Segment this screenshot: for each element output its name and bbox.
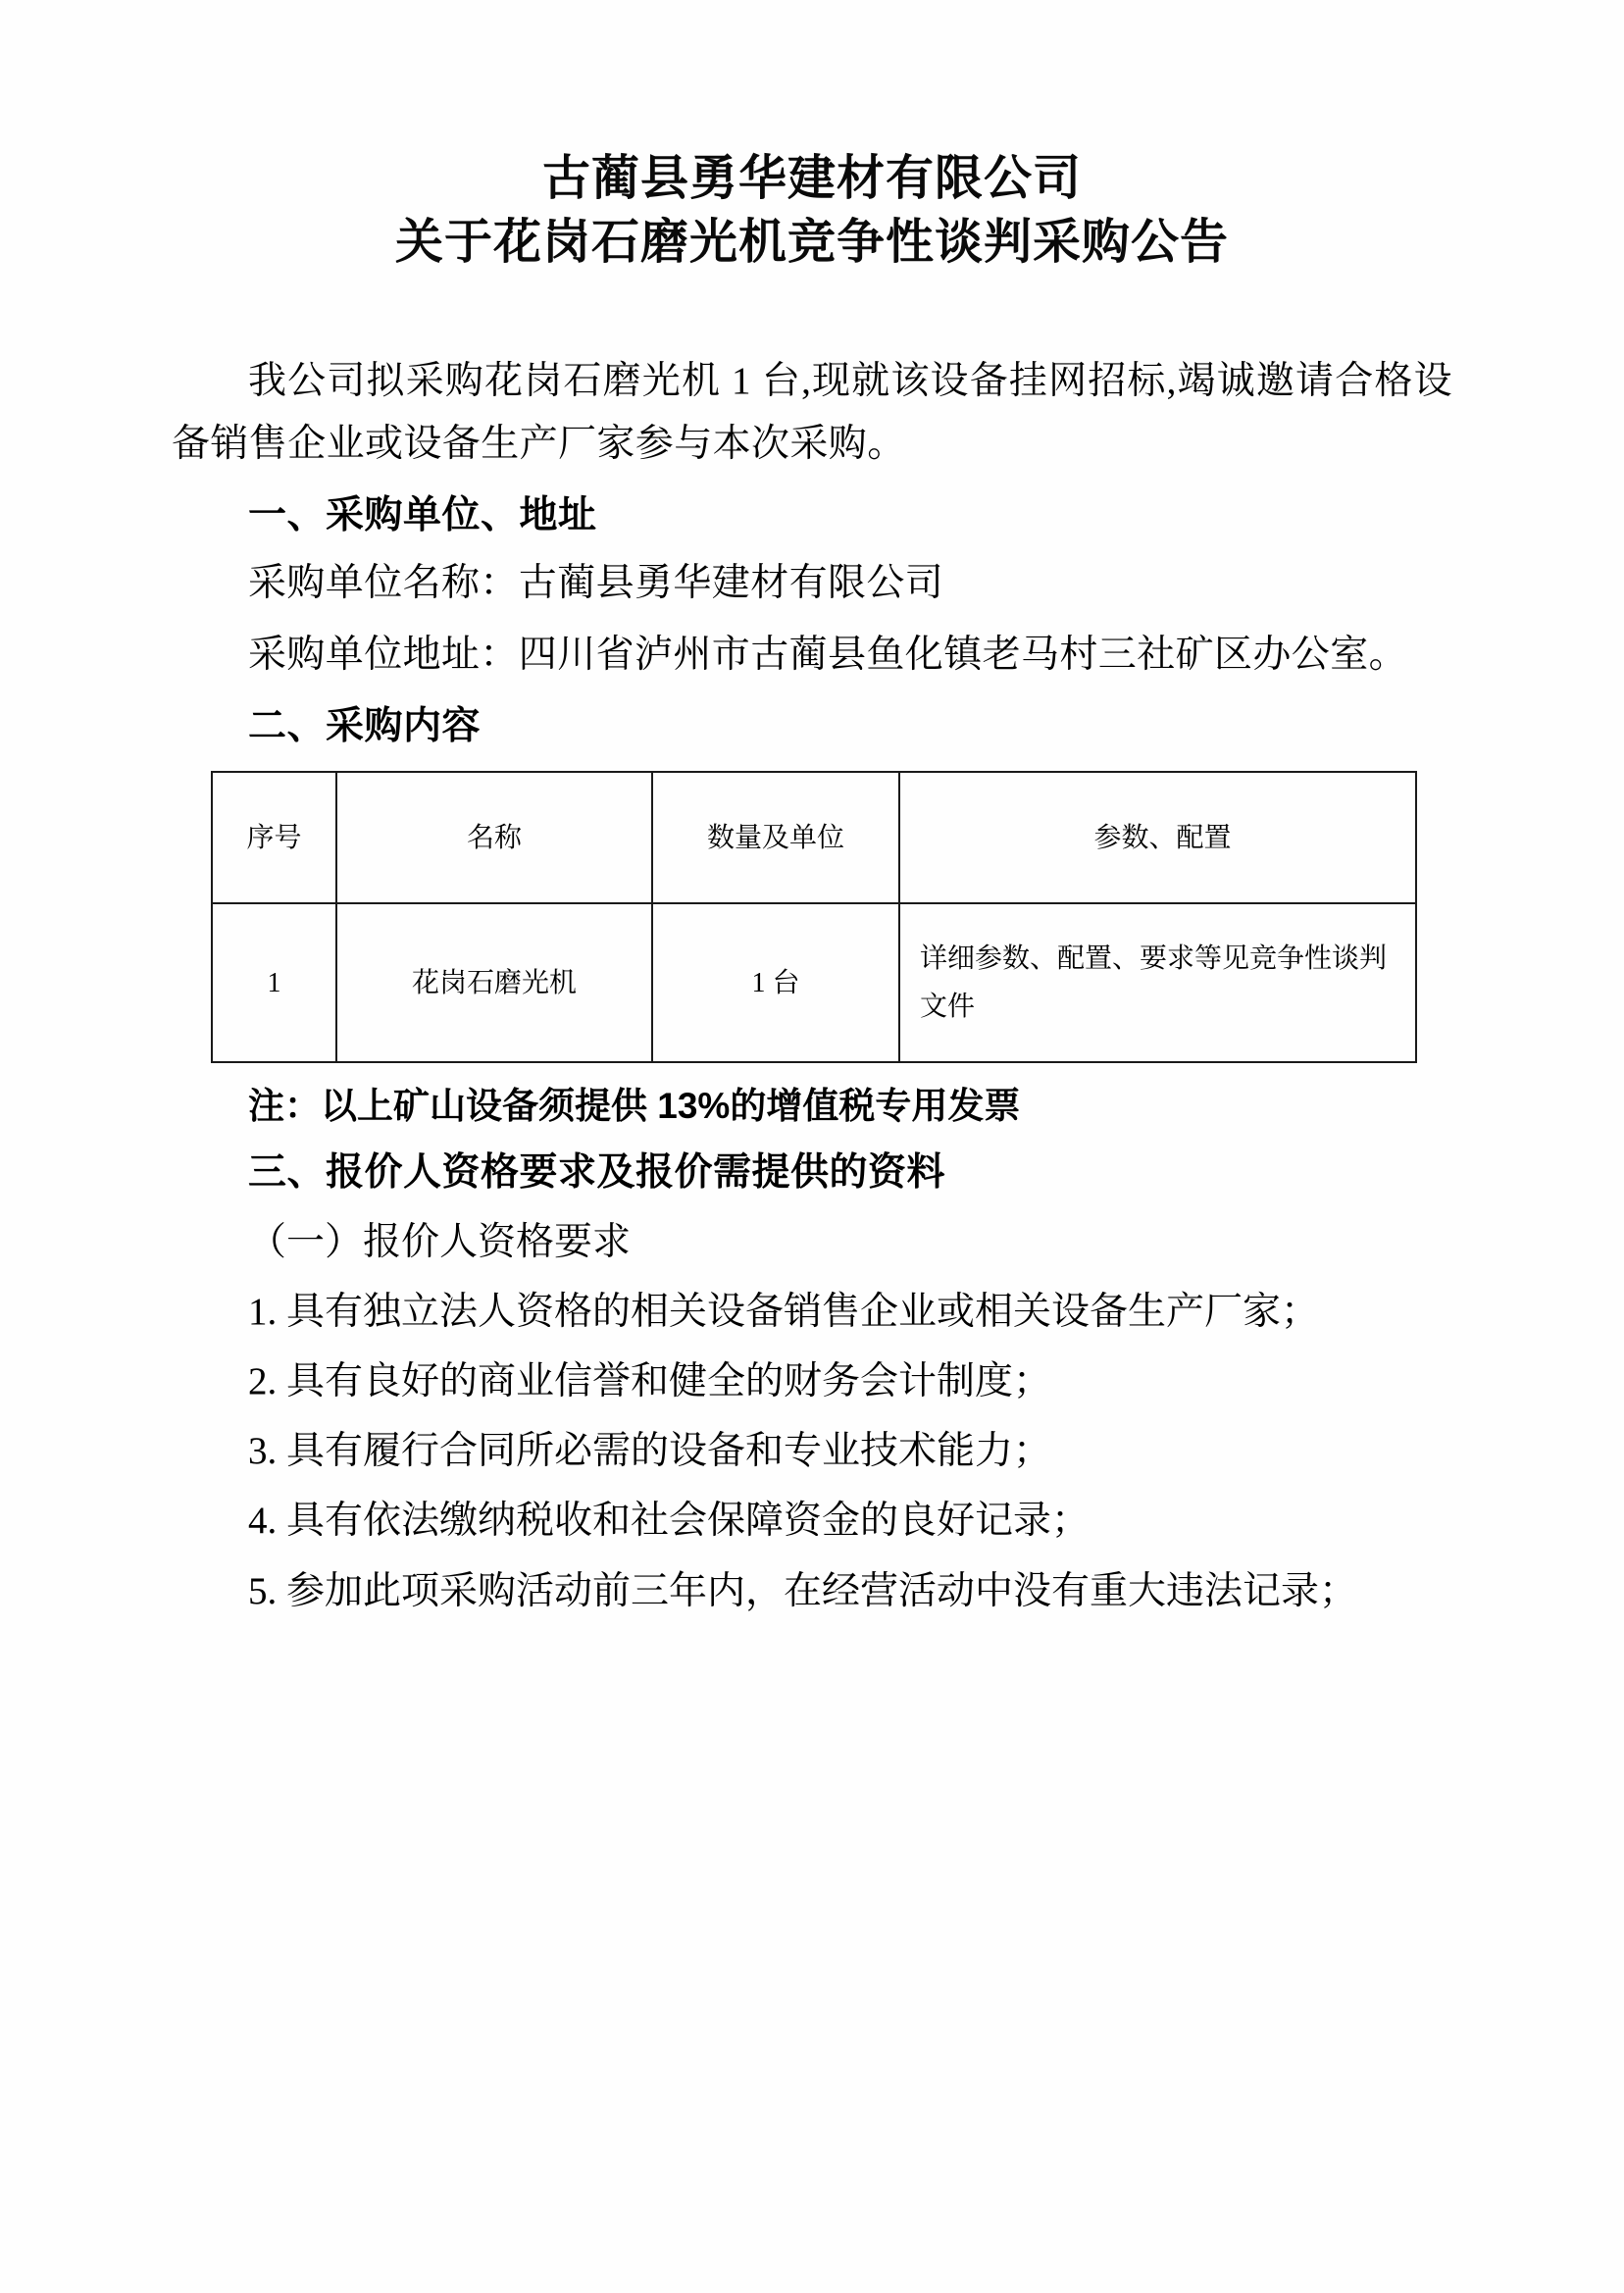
table-header-no: 序号 [212,772,336,903]
list-item: 5. 参加此项采购活动前三年内，在经营活动中没有重大违法记录； [248,1569,1358,1612]
table-header-spec: 参数、配置 [899,772,1416,903]
page-title-line-2: 关于花岗石磨光机竞争性谈判采购公告 [394,215,1229,269]
intro-paragraph: 我公司拟采购花岗石磨光机 1 台,现就该设备挂网招标,竭诚邀请合格设备销售企业或设备生产厂家参与本次采购。 [172,360,1452,465]
section-2-heading: 二、采购内容 [248,705,482,748]
table-cell-spec: 详细参数、配置、要求等见竞争性谈判文件 [899,903,1416,1062]
list-item: 4. 具有依法缴纳税收和社会保障资金的良好记录； [248,1500,1091,1543]
list-item: 2. 具有良好的商业信誉和健全的财务会计制度； [248,1360,1052,1403]
table-cell-name: 花岗石磨光机 [336,903,652,1062]
table-header-name: 名称 [336,772,652,903]
list-item: 1. 具有独立法人资格的相关设备销售企业或相关设备生产厂家； [248,1290,1320,1333]
table-note: 注：以上矿山设备须提供 13%的增值税专用发票 [248,1086,1021,1127]
purchaser-address: 采购单位地址：四川省泸州市古蔺县鱼化镇老马村三社矿区办公室。 [248,634,1408,677]
page-title-line-1: 古蔺县勇华建材有限公司 [541,152,1082,205]
purchaser-name: 采购单位名称：古蔺县勇华建材有限公司 [248,561,944,604]
list-item: 3. 具有履行合同所必需的设备和专业技术能力； [248,1430,1052,1473]
section-3-heading: 三、报价人资格要求及报价需提供的资料 [248,1150,946,1194]
title-spacer [172,278,1452,350]
section-3-sub-heading: （一）报价人资格要求 [248,1220,632,1263]
table-header-row [212,772,1416,903]
table-cell-qty: 1 台 [652,903,899,1062]
table-row [212,903,1416,1062]
procurement-table [211,771,1417,1063]
page-title [172,147,1452,274]
section-1-heading: 一、采购单位、地址 [248,493,597,536]
table-cell-no: 1 [212,903,336,1062]
table-header-qty: 数量及单位 [652,772,899,903]
